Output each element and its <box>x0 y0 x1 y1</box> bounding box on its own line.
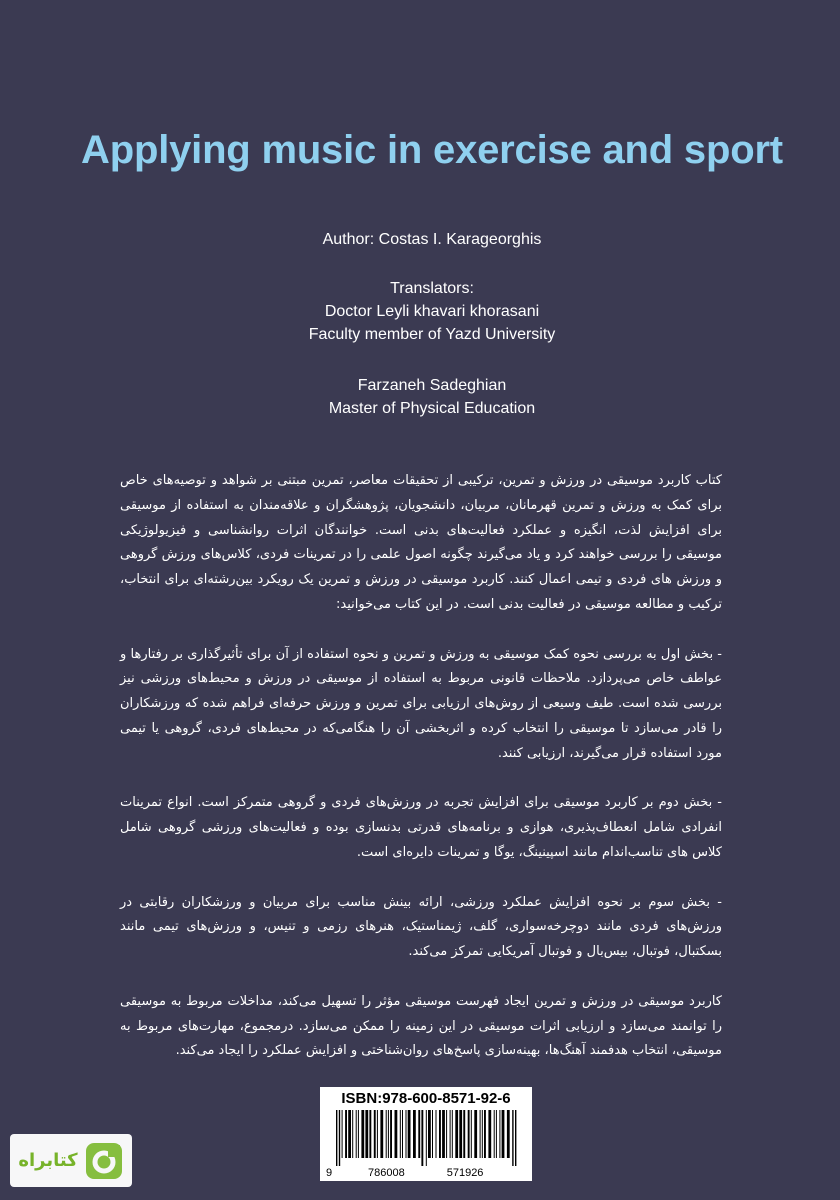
barcode-bar <box>482 1110 483 1158</box>
translator2-role: Master of Physical Education <box>328 400 536 417</box>
barcode-bar <box>432 1110 433 1158</box>
barcode-bar <box>507 1110 510 1158</box>
barcode-bar <box>494 1110 495 1158</box>
barcode-bar <box>436 1110 437 1158</box>
description-text <box>120 469 722 1089</box>
barcode-bar <box>374 1110 376 1158</box>
barcode-right-digits: 571926 <box>446 1167 484 1179</box>
barcode-bar <box>377 1110 378 1158</box>
publisher-watermark <box>10 1134 132 1187</box>
part-one-paragraph: - بخش اول به بررسی نحوه کمک موسیقی به ورزش و تمرین و نحوه استفاده از آن برای تأثیرگذاری بر رفتارها و عواطف خاص می‌پردازد. ملاحظات قانونی مربوط به استفاده از موسیقی در ورزش و محیط‌های ورزشی نیز بررسی شده است. طیف وسیعی از روش‌های ارزیابی برای تمرین و ورزش حرفه‌ای فراهم شده که ورزشکاران را قادر می‌سازد تا موسیقی را انتخاب کرده و اثربخشی آن را هنگامی‌که در محیط‌های فردی، گروهی یا تیمی مورد استفاده قرار می‌گیرند، ارزیابی کنند. <box>120 646 722 761</box>
summary-paragraph: کاربرد موسیقی در ورزش و تمرین ایجاد فهرست موسیقی مؤثر را تسهیل می‌کند، مداخلات مربوط به موسیقی را توانمند می‌سازد و ارزیابی اثرات موسیقی در این زمینه را ممکن می‌سازد. درمجموع، مهارت‌های مربوط به موسیقی، انتخاب هدفمند آهنگ‌ها، بهینه‌سازی پاسخ‌های روان‌شناختی و افزایش عملکرد را ایجاد می‌کند. <box>120 993 722 1059</box>
barcode-bar <box>408 1110 411 1158</box>
book-title: Applying music in exercise and sport <box>81 128 783 172</box>
barcode-bar <box>369 1110 371 1158</box>
barcode-lead-digit: 9 <box>326 1167 333 1179</box>
barcode-bar <box>421 1110 423 1166</box>
barcode-bar <box>428 1110 431 1158</box>
barcode-bar <box>480 1110 481 1158</box>
barcode-bar <box>342 1110 343 1158</box>
barcode-bar <box>336 1110 337 1166</box>
barcode-bar <box>452 1110 453 1158</box>
barcode-bar <box>348 1110 351 1158</box>
barcode-bar <box>455 1110 458 1158</box>
barcode-bar <box>484 1110 486 1158</box>
barcode-bar <box>442 1110 445 1158</box>
barcode-bar <box>386 1110 387 1158</box>
barcode-bar <box>352 1110 353 1158</box>
barcode-left-digits: 786008 <box>368 1167 405 1179</box>
barcode-bar <box>499 1110 500 1158</box>
author-line: Author: Costas I. Karageorghis <box>322 231 542 248</box>
barcode-bar <box>439 1110 441 1158</box>
barcode-bar <box>380 1110 383 1158</box>
barcode-bar <box>488 1110 491 1158</box>
barcode-bar <box>339 1110 340 1166</box>
barcode-bar <box>388 1110 389 1158</box>
barcode-bar <box>358 1110 359 1158</box>
barcode-bar <box>390 1110 392 1158</box>
barcode-digits <box>326 1165 526 1179</box>
barcode-bar <box>502 1110 505 1158</box>
translator2-block <box>0 374 840 420</box>
translator1-role: Faculty member of Yazd University <box>308 326 556 343</box>
barcode-bar <box>468 1110 470 1158</box>
barcode-bar <box>512 1110 513 1166</box>
translator1-name: Doctor Leyli khavari khorasani <box>324 303 540 320</box>
translators-heading: Translators: <box>390 280 474 297</box>
publisher-name: کتابراه <box>18 1150 78 1171</box>
barcode-bar <box>406 1110 407 1158</box>
translators-block <box>0 277 840 346</box>
barcode-bar <box>446 1110 447 1158</box>
barcode-bar <box>345 1110 347 1158</box>
part-two-paragraph: - بخش دوم بر کاربرد موسیقی برای افزایش تجربه در ورزش‌های فردی و گروهی متمرکز است. انواع تمرینات انفرادی شامل انعطاف‌پذیری، هوازی و برنامه‌های قدرتی بدنسازی بوده و فعالیت‌های ورزشی گروهی شامل کلاس های تناسب‌اندام مانند اسپینینگ، یوگا و تمرینات دایره‌ای است. <box>120 795 722 860</box>
barcode-bar <box>471 1110 472 1158</box>
isbn-barcode <box>320 1087 532 1181</box>
ketabrah-logo-icon <box>84 1141 124 1181</box>
barcode-bar <box>474 1110 477 1158</box>
part-three-paragraph: - بخش سوم بر نحوه افزایش عملکرد ورزشی، ارائه بینش مناسب برای مربیان و ورزشکاران رقابتی در ورزش‌های فردی مانند دوچرخه‌سواری، گلف، ژیمناستیک، هنرهای رزمی و تنیس، و ورزش‌های تیمی مانند بسکتبال، فوتبال، بیس‌بال و فوتبال آمریکایی تمرکز می‌کند. <box>120 894 722 960</box>
barcode-bar <box>395 1110 398 1158</box>
barcode-bar <box>515 1110 516 1166</box>
barcode-bar <box>413 1110 416 1158</box>
intro-paragraph: کتاب کاربرد موسیقی در ورزش و تمرین، ترکیبی از تحقیقات معاصر، تمرین مبتنی بر شواهد و توصیه‌های خاص برای کمک به ورزش و تمرین قهرمانان، مربیان، دانشجویان، پژوهشگران و علاقه‌مندان به استفاده از موسیقی برای افزایش لذت، انگیزه و عملکرد فعالیت‌های بدنی است. خوانندگان اثرات روانشناسی و فیزیولوژیکی موسیقی را بررسی خواهند کرد و یاد می‌گیرند چگونه اصول علمی را در تمرینات فردی، کلاس‌های ورزش گروهی و ورزش های فردی و تیمی اعمال کنند. کاربرد موسیقی در ورزش و تمرین یک رویکرد بین‌رشته‌ای برای انتخاب، ترکیب و مطالعه موسیقی در فعالیت بدنی است. در این کتاب می‌خوانید: <box>120 473 722 612</box>
barcode-bar <box>402 1110 403 1158</box>
barcode-bar <box>400 1110 401 1158</box>
isbn-number: ISBN:978-600-8571-92-6 <box>341 1090 511 1107</box>
author-credit <box>0 228 840 251</box>
translator2-name: Farzaneh Sadeghian <box>357 377 507 394</box>
barcode-bars <box>326 1110 526 1166</box>
barcode-bar <box>463 1110 465 1158</box>
barcode-bar <box>426 1110 427 1166</box>
barcode-bar <box>365 1110 368 1158</box>
barcode-bar <box>496 1110 497 1158</box>
barcode-bar <box>418 1110 420 1158</box>
barcode-bar <box>450 1110 451 1158</box>
barcode-bar <box>459 1110 462 1158</box>
barcode-bar <box>356 1110 357 1158</box>
barcode-bar <box>361 1110 364 1158</box>
